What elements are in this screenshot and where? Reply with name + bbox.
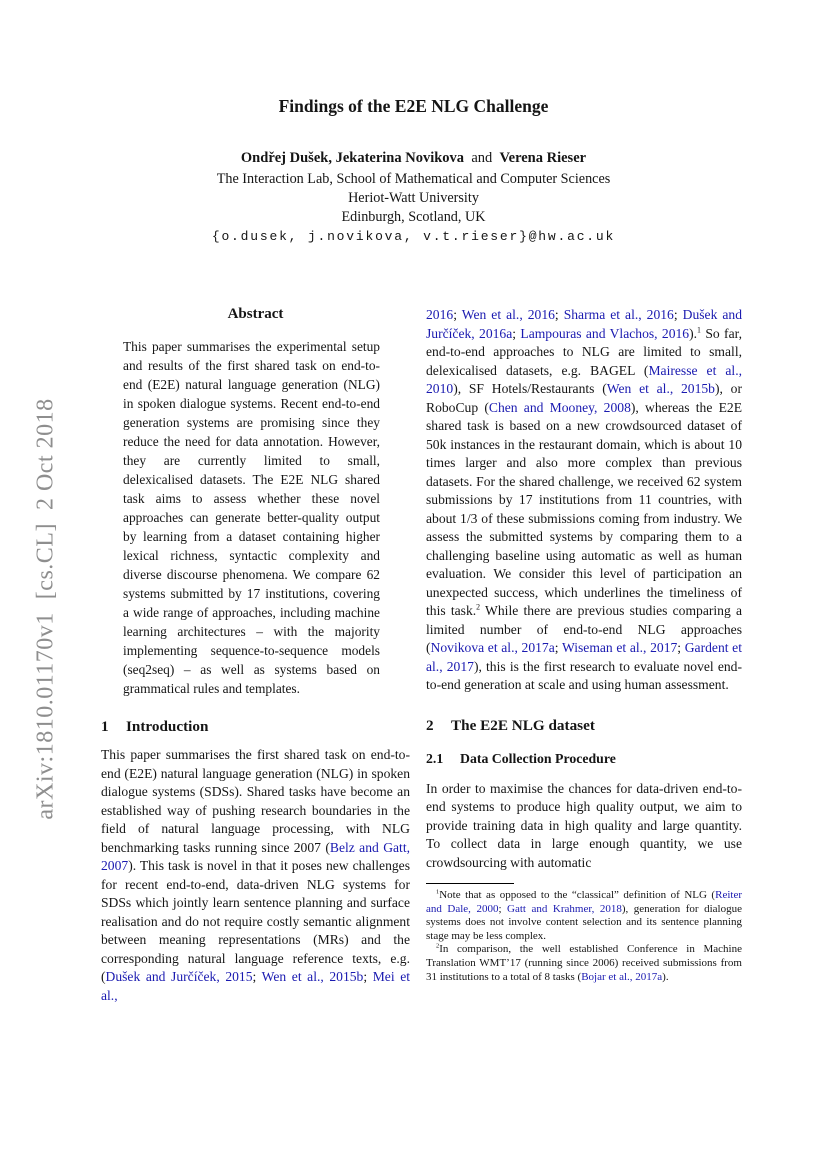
text-segment: ; bbox=[252, 969, 262, 984]
footnote-separator bbox=[426, 883, 514, 884]
text-segment: ; bbox=[673, 307, 683, 322]
citation-link[interactable]: Reiter and Dale, 2000 bbox=[426, 889, 742, 915]
section-1-number: 1 bbox=[101, 718, 109, 735]
affiliation-line-1: The Interaction Lab, School of Mathematical and Computer Sciences bbox=[216, 171, 611, 187]
footnote-marker[interactable]: 2 bbox=[436, 942, 440, 950]
paper-title: Findings of the E2E NLG Challenge bbox=[278, 96, 549, 116]
footnote-marker[interactable]: 2 bbox=[476, 602, 481, 612]
text-segment: ; bbox=[554, 307, 564, 322]
citation-link[interactable]: Wen et al., 2015b bbox=[261, 969, 364, 984]
text-segment: In order to maximise the chances for data-driven end-to-end systems to produce high quality output, we aim to provide training data in high quality and large quantity. To collect data in large enough quantity, we use crowdsourcing with automatic bbox=[426, 780, 742, 870]
citation-link[interactable]: Wen et al., 2016 bbox=[461, 307, 555, 322]
text-segment: ), or RoboCup ( bbox=[426, 381, 742, 415]
text-segment: So far, end-to-end approaches to NLG are limited to small, delexicalised datasets, e.g. BAGEL ( bbox=[426, 325, 742, 378]
section-2-1-title: Data Collection Procedure bbox=[460, 750, 616, 766]
text-segment: In comparison, the well established Conference in Machine Translation WMT’17 (running since 2006) received submissions from 31 institutions to a total of 8 tasks ( bbox=[426, 943, 742, 983]
text-segment: ), generation for dialogue systems does not involve content selection and its sentence planning stage may be less complex. bbox=[426, 902, 742, 942]
footnote-2 bbox=[426, 943, 742, 984]
text-segment: ; bbox=[677, 640, 685, 655]
left-column bbox=[101, 304, 410, 1005]
text-segment: ). This task is novel in that it poses new challenges for recent end-to-end, data-driven NLG systems for SDSs which jointly learn sentence planning and surface realisation and do not require costly semantic alignment between meaning representations (MRs) and the corresponding natural language reference texts, e.g. ( bbox=[101, 858, 410, 984]
footnote-1 bbox=[426, 889, 742, 943]
text-segment: Note that as opposed to the “classical” definition of NLG ( bbox=[439, 889, 716, 901]
citation-link[interactable]: Mairesse et al., 2010 bbox=[426, 362, 742, 396]
citation-link[interactable]: Wen et al., 2015b bbox=[606, 381, 715, 396]
citation-link[interactable]: Gatt and Krahmer, 2018 bbox=[507, 902, 622, 915]
citation-link[interactable]: Gardent et al., 2017 bbox=[426, 640, 742, 674]
section-1-title: Introduction bbox=[126, 718, 209, 735]
section-2-heading bbox=[426, 717, 742, 735]
citation-link[interactable]: Chen and Mooney, 2008 bbox=[488, 399, 631, 415]
data-collection-paragraph bbox=[426, 780, 742, 873]
section-2-1-heading bbox=[426, 751, 742, 767]
text-segment: Ondřej Dušek, Jekaterina Novikova bbox=[240, 150, 465, 166]
section-1-heading bbox=[101, 718, 410, 736]
abstract-body: This paper summarises the experimental setup and results of the first shared task on end-to-end (E2E) natural language generation (NLG) in spoken dialogue systems. Recent end-to-end generation systems are promising since they reduce the need for data annotation. However, they are currently limited to small, delexicalised datasets. The E2E NLG shared task aims to assess whether these novel approaches can generate better-quality output by learning from a dataset containing higher lexical richness, syntactic complexity and diverse discourse phenomena. We compare 62 systems submitted by 17 institutions, covering a wide range of approaches, including machine learning architectures – with the majority implementing sequence-to-sequence models (seq2seq) – as well as systems based on grammatical rules and templates. bbox=[123, 339, 380, 696]
citation-link[interactable]: Novikova et al., 2017a bbox=[430, 640, 555, 655]
affiliation-line-3: Edinburgh, Scotland, UK bbox=[341, 208, 486, 225]
text-segment: and bbox=[464, 150, 500, 166]
abstract-heading: Abstract bbox=[227, 306, 284, 322]
text-segment: ; bbox=[498, 902, 508, 915]
text-segment: ). bbox=[689, 325, 698, 341]
text-segment: ; bbox=[554, 640, 562, 655]
text-segment: Verena Rieser bbox=[499, 150, 587, 166]
section-2-title: The E2E NLG dataset bbox=[451, 716, 595, 734]
arxiv-watermark: arXiv:1810.01170v1 [cs.CL] 2 Oct 2018 bbox=[32, 398, 59, 820]
section-2-1-number: 2.1 bbox=[426, 750, 444, 766]
footnote-marker[interactable]: 1 bbox=[436, 888, 440, 896]
text-segment: ). bbox=[662, 970, 669, 983]
citation-link[interactable]: Dušek and Jurčíček, 2016a bbox=[426, 307, 742, 341]
author-line bbox=[0, 150, 827, 167]
text-segment: This paper summarises the first shared task on end-to-end (E2E) natural language generation (NLG) in spoken dialogue systems (SDSs). Shared tasks have become an established way of pushing research boundaries in the field of natural language processing, with NLG benchmarking tasks running since 2007 ( bbox=[101, 747, 410, 855]
text-segment: ; bbox=[453, 307, 462, 322]
citation-link[interactable]: Lampouras and Vlachos, 2016 bbox=[520, 325, 690, 341]
author-emails: {o.dusek, j.novikova, v.t.rieser}@hw.ac.uk bbox=[211, 229, 616, 245]
text-segment: While there are previous studies comparing a limited number of end-to-end NLG approaches ( bbox=[426, 603, 743, 655]
citation-link[interactable]: Sharma et al., 2016 bbox=[563, 307, 674, 322]
citation-link[interactable]: Bojar et al., 2017a bbox=[581, 970, 663, 983]
affiliation-line-2: Heriot-Watt University bbox=[348, 189, 479, 206]
intro-paragraph bbox=[101, 746, 410, 1005]
text-segment: ; bbox=[363, 969, 373, 984]
paper-header bbox=[0, 96, 827, 244]
citation-link[interactable]: Wiseman et al., 2017 bbox=[561, 640, 678, 655]
text-segment: ), this is the first research to evaluate novel end-to-end generation at scale and using human assessment. bbox=[426, 658, 742, 692]
citation-link[interactable]: 2016 bbox=[426, 307, 454, 322]
intro-paragraph-continued bbox=[426, 306, 742, 695]
right-column bbox=[426, 304, 742, 984]
text-segment: ), whereas the E2E shared task is based on a new crowdsourced dataset of 50k instances in the restaurant domain, which is about 10 times larger and also more complex than previous datasets. For the shared challenge, we received 62 system submissions by 17 institutions from 11 countries, with about 1/3 of these submissions coming from industry. We assess the submitted systems by comparing them to a challenging baseline using automatic as well as human evaluation. We consider this level of participation an unexpected success, which underlines the timeliness of this task. bbox=[426, 399, 743, 618]
section-2-number: 2 bbox=[426, 716, 434, 734]
text-segment: ), SF Hotels/Restaurants ( bbox=[453, 381, 607, 396]
footnote-marker[interactable]: 1 bbox=[697, 324, 701, 334]
citation-link[interactable]: Dušek and Jurčíček, 2015 bbox=[105, 969, 253, 984]
text-segment: ; bbox=[512, 325, 521, 341]
citation-link[interactable]: Mei et al., bbox=[101, 969, 411, 1003]
citation-link[interactable]: Belz and Gatt, 2007 bbox=[101, 839, 411, 873]
